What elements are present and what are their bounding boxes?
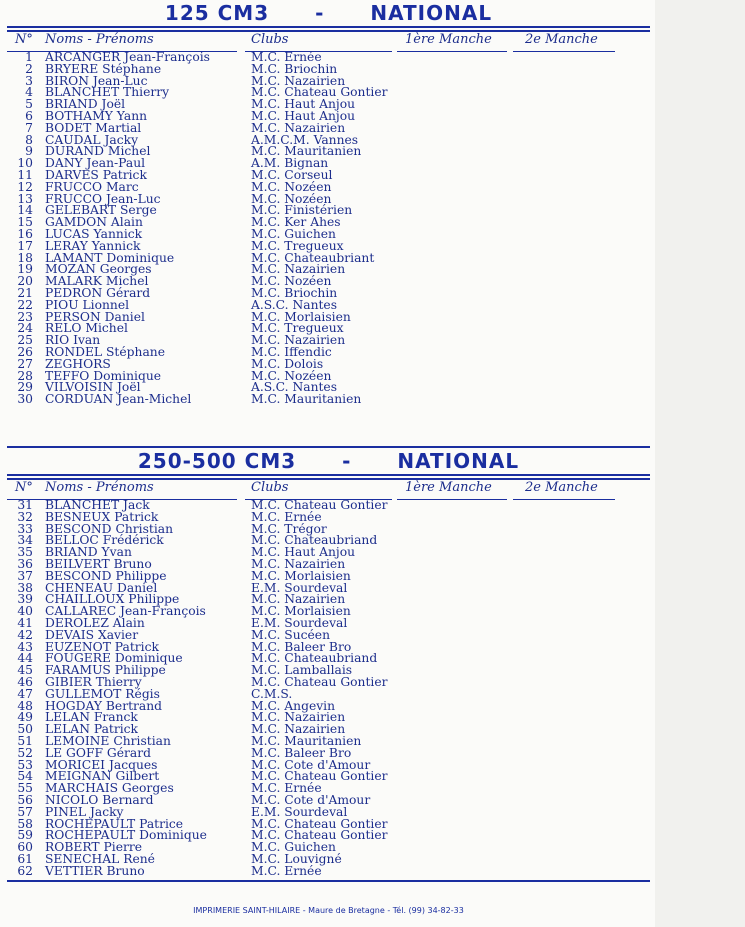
entry-name: HOGDAY Bertrand (45, 698, 163, 713)
entry-number: 8 (25, 132, 33, 147)
entry-club: M.C. Briochin (251, 285, 338, 300)
title-dash: - (315, 1, 325, 25)
section-bottom-rule (7, 880, 650, 882)
section-title (7, 0, 650, 26)
entry-number: 12 (17, 179, 33, 194)
entry-name: ROCHEPAULT Patrice (45, 816, 184, 831)
entry-club: M.C. Nazairien (251, 262, 346, 277)
entry-club: M.C. Morlaisien (251, 604, 351, 619)
entry-number: 2 (25, 61, 33, 76)
entry-name: FOUGERE Dominique (45, 651, 183, 666)
entry-number: 56 (17, 792, 33, 807)
entry-number: 34 (17, 533, 33, 548)
entry-name: BLANCHET Jack (45, 498, 150, 512)
entry-number: 50 (17, 722, 33, 737)
header-manche-1: 1ère Manche (405, 32, 492, 47)
entry-name: LUCAS Yannick (45, 226, 143, 241)
header-club: Clubs (251, 32, 289, 47)
entry-club: M.C. Haut Anjou (251, 545, 356, 560)
entry-club: M.C. Mauritanien (251, 733, 362, 748)
entry-number: 26 (17, 344, 33, 359)
entry-number: 46 (17, 674, 33, 689)
entry-number: 51 (17, 733, 33, 748)
entry-club: M.C. Chateau Gontier (251, 769, 388, 784)
entry-number: 24 (17, 321, 33, 336)
entry-number: 11 (17, 167, 33, 182)
title-class: 125 CM3 (164, 1, 270, 25)
entry-number: 28 (17, 368, 33, 383)
header-club: Clubs (251, 480, 289, 495)
entry-name: MEIGNAN Gilbert (45, 769, 160, 784)
title-rule (7, 26, 650, 28)
entry-club: M.C. Nazairien (251, 73, 346, 88)
header-manche-2: 2e Manche (525, 32, 598, 47)
entry-club: M.C. Nazairien (251, 592, 346, 607)
entry-number: 59 (17, 828, 33, 843)
entry-name: BELLOC Frédérick (45, 533, 164, 548)
entry-club: M.C. Chateaubriand (251, 651, 378, 666)
entry-number: 22 (17, 297, 33, 312)
title-dash: - (342, 449, 352, 473)
entry-club: M.C. Tregueux (251, 238, 344, 253)
entry-club: M.C. Nozéen (251, 191, 332, 206)
entry-club: M.C. Lamballais (251, 663, 353, 678)
entry-club: E.M. Sourdeval (251, 615, 348, 630)
entry-number: 38 (17, 580, 33, 595)
entry-name: MALARK Michel (45, 274, 149, 289)
entry-name: MARCHAIS Georges (45, 781, 174, 796)
entries-list (7, 52, 650, 406)
title-rule (7, 474, 650, 476)
entry-club: M.C. Chateau Gontier (251, 828, 388, 843)
header-name: Noms - Prénoms (45, 32, 154, 47)
entry-club: M.C. Baleer Bro (251, 745, 352, 760)
section-125cm3 (7, 0, 650, 406)
entry-name: RIO Ivan (45, 333, 101, 348)
entry-name: CAUDAL Jacky (45, 132, 139, 147)
entry-number: 61 (17, 851, 33, 866)
entry-name: DEVAIS Xavier (45, 627, 139, 642)
entry-club: M.C. Haut Anjou (251, 108, 356, 123)
section-title (7, 448, 650, 474)
entry-number: 52 (17, 745, 33, 760)
header-manche-1: 1ère Manche (405, 480, 492, 495)
entry-number: 30 (17, 392, 33, 407)
entry-number: 60 (17, 840, 33, 855)
entry-name: LELAN Patrick (45, 722, 139, 737)
entry-name: FRUCCO Jean-Luc (45, 191, 161, 206)
entry-club: M.C. Guichen (251, 226, 336, 241)
entry-number: 6 (25, 108, 33, 123)
entry-club: M.C. Mauritanien (251, 392, 362, 407)
entry-club: M.C. Haut Anjou (251, 97, 356, 112)
entry-name: FRUCCO Marc (45, 179, 139, 194)
entry-name: BESCOND Christian (45, 521, 174, 536)
table-header (7, 32, 650, 52)
entry-name: EUZENOT Patrick (45, 639, 159, 654)
entry-number: 32 (17, 509, 33, 524)
entry-name: LE GOFF Gérard (45, 745, 151, 760)
entry-name: BIRON Jean-Luc (45, 73, 148, 88)
entry-number: 19 (17, 262, 33, 277)
entry-name: BRIAND Joël (45, 97, 126, 112)
entry-club: M.C. Briochin (251, 61, 338, 76)
entry-name: SENECHAL René (45, 851, 155, 866)
entry-number: 43 (17, 639, 33, 654)
entry-name: ZEGHORS (45, 356, 111, 371)
entry-number: 7 (25, 120, 33, 135)
entry-club: M.C. Baleer Bro (251, 639, 352, 654)
entry-number: 14 (17, 203, 33, 218)
entry-club: M.C. Angevin (251, 698, 336, 713)
entry-number: 39 (17, 592, 33, 607)
entry-name: BLANCHET Thierry (45, 85, 170, 100)
title-category: NATIONAL (370, 1, 493, 25)
entry-name: CHENEAU Daniel (45, 580, 158, 595)
entry-club: M.C. Chateau Gontier (251, 674, 388, 689)
entry-club: M.C. Corseul (251, 167, 333, 182)
entry-club: M.C. Ernée (251, 509, 322, 524)
entry-number: 37 (17, 568, 33, 583)
entry-number: 3 (25, 73, 33, 88)
entry-club: M.C. Cote d'Amour (251, 792, 371, 807)
entry-number: 9 (25, 144, 33, 159)
entry-club: C.M.S. (251, 686, 293, 701)
entry-name: BOTHAMY Yann (45, 108, 148, 123)
table-header (7, 480, 650, 500)
entry-name: VETTIER Bruno (45, 863, 145, 878)
entry-number: 44 (17, 651, 33, 666)
entry-club: M.C. Nazairien (251, 710, 346, 725)
entry-club: A.M. Bignan (251, 156, 329, 171)
entry-number: 35 (17, 545, 33, 560)
entry-number: 15 (17, 215, 33, 230)
entry-number: 58 (17, 816, 33, 831)
entry-club: M.C. Nazairien (251, 120, 346, 135)
entry-number: 55 (17, 781, 33, 796)
entry-name: BEILVERT Bruno (45, 556, 152, 571)
entry-club: A.S.C. Nantes (251, 297, 338, 312)
entry-number: 54 (17, 769, 33, 784)
entry-name: GAMDON Alain (45, 215, 143, 230)
entry-number: 20 (17, 274, 33, 289)
entry-name: DURAND Michel (45, 144, 151, 159)
entry-name: LELAN Franck (45, 710, 138, 725)
entry-club: M.C. Chateau Gontier (251, 85, 388, 100)
entry-club: M.C. Nozéen (251, 368, 332, 383)
entry-number: 23 (17, 309, 33, 324)
entry-club: M.C. Ker Ahes (251, 215, 341, 230)
entry-name: MORICEI Jacques (45, 757, 158, 772)
entry-club: A.M.C.M. Vannes (251, 132, 359, 147)
section-250-500cm3 (7, 446, 650, 882)
entry-name: BESCOND Philippe (45, 568, 167, 583)
entry-number: 27 (17, 356, 33, 371)
header-manche-2: 2e Manche (525, 480, 598, 495)
printer-footer: IMPRIMERIE SAINT-HILAIRE - Maure de Bretagne - Tél. (99) 34-82-33 (193, 906, 464, 915)
entry-club: M.C. Ernée (251, 781, 322, 796)
entries-list (7, 500, 650, 878)
entry-name: CORDUAN Jean-Michel (45, 392, 192, 407)
entry-name: BODET Martial (45, 120, 142, 135)
entry-name: TEFFO Dominique (45, 368, 162, 383)
entry-name: NICOLO Bernard (45, 792, 154, 807)
title-category: NATIONAL (397, 449, 520, 473)
entry-number: 31 (17, 498, 33, 512)
entry-name: BESNEUX Patrick (45, 509, 159, 524)
entry-number: 10 (17, 156, 33, 171)
entry-name: ARCANGER Jean-François (45, 50, 210, 64)
entry-club: M.C. Guichen (251, 840, 336, 855)
entry-number: 49 (17, 710, 33, 725)
entry-number: 41 (17, 615, 33, 630)
title-class: 250-500 CM3 (137, 449, 297, 473)
entry-club: A.S.C. Nantes (251, 380, 338, 395)
entry-number: 57 (17, 804, 33, 819)
entry-club: M.C. Chateau Gontier (251, 816, 388, 831)
entry-name: LEMOINE Christian (45, 733, 171, 748)
header-name: Noms - Prénoms (45, 480, 154, 495)
entry-club: M.C. Dolois (251, 356, 324, 371)
entry-name: CALLAREC Jean-François (45, 604, 206, 619)
entry-club: M.C. Tregueux (251, 321, 344, 336)
entry-name: PINEL Jacky (45, 804, 124, 819)
entry-number: 42 (17, 627, 33, 642)
entry-number: 47 (17, 686, 33, 701)
entry-number: 13 (17, 191, 33, 206)
entry-club: M.C. Louvigné (251, 851, 342, 866)
entry-number: 4 (25, 85, 33, 100)
header-number: N° (15, 480, 33, 495)
entry-name: CHAILLOUX Philippe (45, 592, 180, 607)
entry-club: M.C. Iffendic (251, 344, 332, 359)
entry-number: 53 (17, 757, 33, 772)
entry-number: 1 (25, 50, 33, 64)
entry-name: DEROLEZ Alain (45, 615, 145, 630)
table-row (7, 394, 650, 406)
entry-name: VILVOISIN Joël (45, 380, 141, 395)
entry-club: M.C. Sucéen (251, 627, 330, 642)
entry-club: M.C. Finistérien (251, 203, 353, 218)
entry-club: M.C. Cote d'Amour (251, 757, 371, 772)
entry-name: BRIAND Yvan (45, 545, 132, 560)
entry-club: M.C. Nazairien (251, 722, 346, 737)
entry-name: DANY Jean-Paul (45, 156, 146, 171)
entry-name: LAMANT Dominique (45, 250, 175, 265)
entry-name: ROBERT Pierre (45, 840, 143, 855)
entry-name: GELEBART Serge (45, 203, 157, 218)
entry-club: M.C. Nazairien (251, 333, 346, 348)
entry-club: M.C. Ernée (251, 50, 322, 64)
entry-name: GIBIER Thierry (45, 674, 142, 689)
entry-name: LERAY Yannick (45, 238, 141, 253)
table-row (7, 863, 650, 878)
entry-club: M.C. Chateau Gontier (251, 498, 388, 512)
entry-number: 29 (17, 380, 33, 395)
entry-name: RELO Michel (45, 321, 128, 336)
entry-club: M.C. Trégor (251, 521, 327, 536)
entry-name: PEDRON Gérard (45, 285, 151, 300)
entry-name: MOZAN Georges (45, 262, 152, 277)
entry-club: M.C. Chateaubriant (251, 250, 375, 265)
entry-number: 25 (17, 333, 33, 348)
entry-club: E.M. Sourdeval (251, 804, 348, 819)
entry-name: GULLEMOT Régis (45, 686, 160, 701)
entry-name: BRYERE Stéphane (45, 61, 162, 76)
entry-number: 21 (17, 285, 33, 300)
entry-club: M.C. Nozéen (251, 274, 332, 289)
entry-name: RONDEL Stéphane (45, 344, 165, 359)
entry-name: DARVES Patrick (45, 167, 147, 182)
entry-number: 18 (17, 250, 33, 265)
entry-name: FARAMUS Philippe (45, 663, 166, 678)
entry-club: M.C. Mauritanien (251, 144, 362, 159)
entry-number: 40 (17, 604, 33, 619)
entry-club: M.C. Morlaisien (251, 568, 351, 583)
entry-club: M.C. Nazairien (251, 556, 346, 571)
entry-number: 16 (17, 226, 33, 241)
entry-name: PERSON Daniel (45, 309, 145, 324)
entry-number: 17 (17, 238, 33, 253)
entry-name: ROCHEPAULT Dominique (45, 828, 207, 843)
entry-number: 48 (17, 698, 33, 713)
entry-number: 36 (17, 556, 33, 571)
adjacent-page-edge (655, 0, 745, 927)
entry-number: 62 (17, 863, 33, 878)
entry-club: M.C. Nozéen (251, 179, 332, 194)
entry-name: PIOU Lionnel (45, 297, 130, 312)
header-number: N° (15, 32, 33, 47)
entry-number: 5 (25, 97, 33, 112)
entry-number: 33 (17, 521, 33, 536)
entry-club: E.M. Sourdeval (251, 580, 348, 595)
entry-club: M.C. Chateaubriand (251, 533, 378, 548)
entry-club: M.C. Ernée (251, 863, 322, 878)
entry-number: 45 (17, 663, 33, 678)
entry-club: M.C. Morlaisien (251, 309, 351, 324)
